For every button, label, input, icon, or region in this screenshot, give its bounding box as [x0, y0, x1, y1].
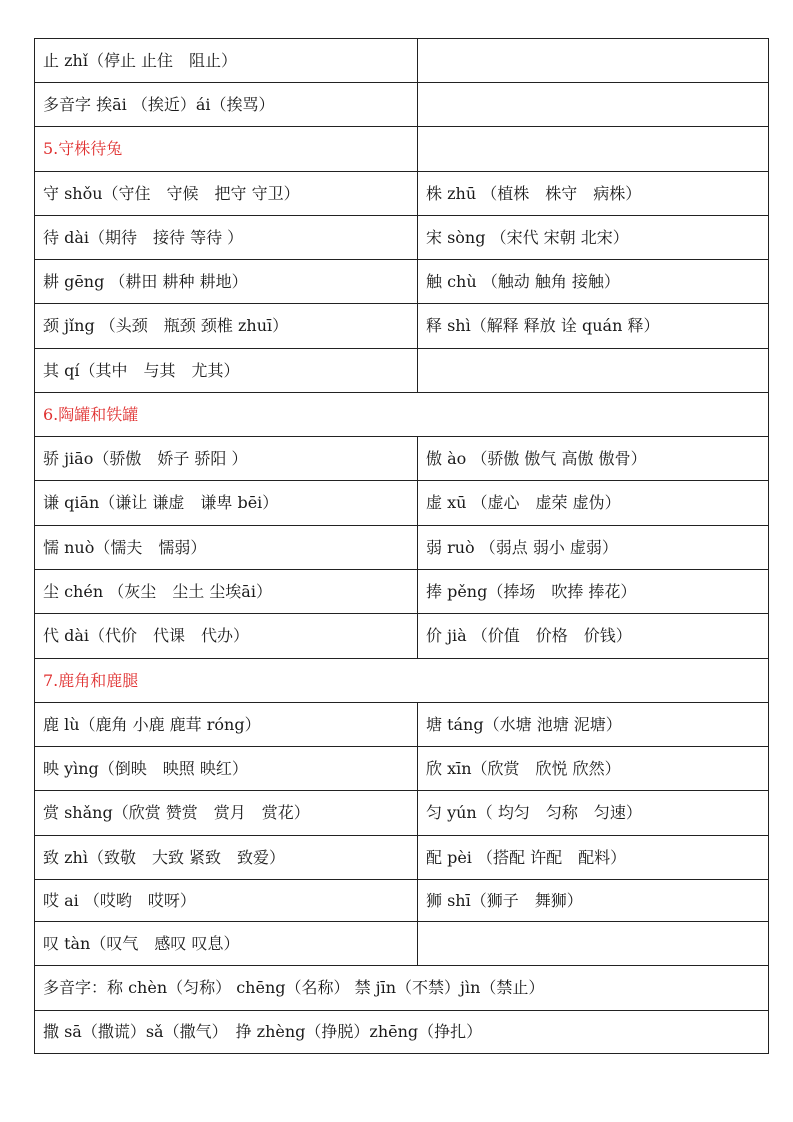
table-row	[35, 1011, 769, 1054]
entry-ao: 傲 ào （骄傲 傲气 高傲 傲骨）	[418, 437, 769, 481]
entry-shi-lion: 狮 shī（狮子 舞狮）	[418, 880, 769, 922]
table-row	[35, 614, 769, 659]
polyphone-sa-zheng: 撒 sā（撒谎）sǎ（撒气） 挣 zhèng（挣脱）zhēng（挣扎）	[35, 1011, 769, 1054]
table-row	[35, 83, 769, 127]
empty-cell	[418, 39, 769, 83]
table-row	[35, 659, 769, 703]
table-row	[35, 437, 769, 481]
entry-zhu: 株 zhū （植株 株守 病株）	[418, 172, 769, 216]
entry-jiao: 骄 jiāo（骄傲 娇子 骄阳 ）	[35, 437, 418, 481]
entry-geng: 耕 gēng （耕田 耕种 耕地）	[35, 260, 418, 304]
entry-yun: 匀 yún（ 均匀 匀称 匀速）	[418, 791, 769, 836]
entry-ruo: 弱 ruò （弱点 弱小 虚弱）	[418, 526, 769, 570]
entry-ai-interjection: 哎 ai （哎哟 哎呀）	[35, 880, 418, 922]
entry-peng: 捧 pěng（捧场 吹捧 捧花）	[418, 570, 769, 614]
entry-dai-wait: 待 dài（期待 接待 等待 ）	[35, 216, 418, 260]
empty-cell	[418, 922, 769, 966]
entry-dai-replace: 代 dài（代价 代课 代办）	[35, 614, 418, 659]
table-row	[35, 747, 769, 791]
entry-lu: 鹿 lù（鹿角 小鹿 鹿茸 róng）	[35, 703, 418, 747]
table-row	[35, 304, 769, 349]
entry-polyphone-ai: 多音字 挨āi （挨近）ái（挨骂）	[35, 83, 418, 127]
entry-chen: 尘 chén （灰尘 尘土 尘埃āi）	[35, 570, 418, 614]
entry-nuo: 懦 nuò（懦夫 懦弱）	[35, 526, 418, 570]
table-row	[35, 127, 769, 172]
table-row	[35, 836, 769, 880]
table-row	[35, 260, 769, 304]
table-row	[35, 216, 769, 260]
entry-shang: 赏 shǎng（欣赏 赞赏 赏月 赏花）	[35, 791, 418, 836]
lesson-7-title: 7.鹿角和鹿腿	[35, 659, 769, 703]
table-row	[35, 481, 769, 526]
table-row	[35, 966, 769, 1011]
entry-pei: 配 pèi （搭配 许配 配料）	[418, 836, 769, 880]
table-row	[35, 526, 769, 570]
entry-xu: 虚 xū （虚心 虚荣 虚伪）	[418, 481, 769, 526]
empty-cell	[418, 83, 769, 127]
entry-zhi-stop: 止 zhǐ（停止 止住 阻止）	[35, 39, 418, 83]
entry-xin: 欣 xīn（欣赏 欣悦 欣然）	[418, 747, 769, 791]
table-row	[35, 393, 769, 437]
table-row	[35, 880, 769, 922]
empty-cell	[418, 349, 769, 393]
lesson-5-title: 5.守株待兔	[35, 127, 418, 172]
table-row	[35, 172, 769, 216]
entry-shi-explain: 释 shì（解释 释放 诠 quán 释）	[418, 304, 769, 349]
entry-jia: 价 jià （价值 价格 价钱）	[418, 614, 769, 659]
entry-zhi-send: 致 zhì（致敬 大致 紧致 致爱）	[35, 836, 418, 880]
table-row	[35, 39, 769, 83]
entry-song: 宋 sòng （宋代 宋朝 北宋）	[418, 216, 769, 260]
vocabulary-table	[34, 38, 769, 1054]
entry-jing: 颈 jǐng （头颈 瓶颈 颈椎 zhuī）	[35, 304, 418, 349]
vocabulary-table-body	[35, 39, 769, 1054]
lesson-6-title: 6.陶罐和铁罐	[35, 393, 769, 437]
entry-qian: 谦 qiān（谦让 谦虚 谦卑 bēi）	[35, 481, 418, 526]
table-row	[35, 570, 769, 614]
polyphone-chen-jin: 多音字：称 chèn（匀称） chēng（名称） 禁 jīn（不禁）jìn（禁止）	[35, 966, 769, 1011]
table-row	[35, 349, 769, 393]
table-row	[35, 922, 769, 966]
entry-shou: 守 shǒu（守住 守候 把守 守卫）	[35, 172, 418, 216]
table-row	[35, 791, 769, 836]
entry-chu: 触 chù （触动 触角 接触）	[418, 260, 769, 304]
entry-tan: 叹 tàn（叹气 感叹 叹息）	[35, 922, 418, 966]
empty-cell	[418, 127, 769, 172]
table-row	[35, 703, 769, 747]
entry-tang: 塘 táng（水塘 池塘 泥塘）	[418, 703, 769, 747]
entry-ying: 映 yìng（倒映 映照 映红）	[35, 747, 418, 791]
entry-qi: 其 qí（其中 与其 尤其）	[35, 349, 418, 393]
